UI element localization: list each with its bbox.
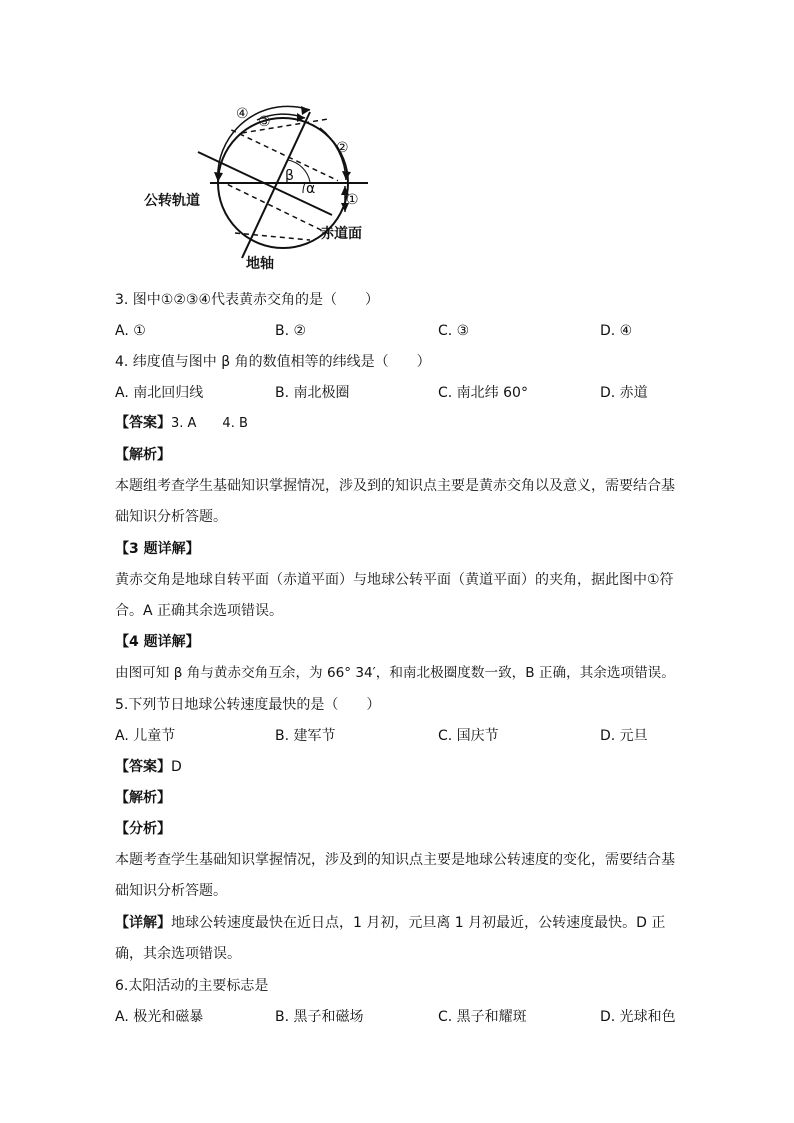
analysis-label: 【解析】	[115, 790, 171, 806]
q6-option-d: D. 光球和色	[600, 1009, 676, 1025]
q4-option-a: A. 南北回归线	[115, 385, 204, 401]
marker-4: ④	[236, 106, 249, 122]
alpha-arc	[303, 183, 305, 193]
orbit-label: 公转轨道	[144, 193, 200, 209]
q5-option-c: C. 国庆节	[438, 728, 499, 744]
fenxi-paragraph: 本题考查学生基础知识掌握情况，涉及到的知识点主要是地球公转速度的变化，需要结合基础知识分析答题。	[115, 852, 675, 899]
answer-row-2	[115, 757, 182, 777]
q3-option-c: C. ③	[438, 323, 470, 339]
answer-label: 【答案】	[115, 415, 171, 431]
marker-2: ②	[336, 140, 349, 156]
detail-4-paragraph: 由图可知 β 角与黄赤交角互余，为 66° 34′，和南北极圈度数一致，B 正确，其余选项错误。	[115, 665, 675, 681]
q3-option-d: D. ④	[600, 323, 633, 339]
dashed-line	[226, 185, 334, 236]
fenxi-label: 【分析】	[115, 821, 171, 837]
q6-option-a: A. 极光和磁暴	[115, 1009, 204, 1025]
q3-option-a: A. ①	[115, 323, 146, 339]
detail-3-paragraph: 黄赤交角是地球自转平面（赤道平面）与地球公转平面（黄道平面）的夹角，据此图中①符合。A 正确其余选项错误。	[115, 572, 674, 619]
q4-stem: 4. 纬度值与图中 β 角的数值相等的纬线是（ ）	[115, 354, 431, 370]
earth-axis-line	[242, 112, 310, 258]
q4-option-c: C. 南北纬 60°	[438, 385, 528, 401]
axis-label: 地轴	[246, 256, 274, 272]
q4-option-b: B. 南北极圈	[275, 385, 350, 401]
analysis-label: 【解析】	[115, 447, 171, 463]
answer-row-1	[115, 413, 248, 434]
alpha-label: α	[306, 181, 316, 197]
detail-3-label: 【3 题详解】	[115, 541, 200, 557]
q6-option-b: B. 黑子和磁场	[275, 1009, 364, 1025]
marker-3: ③	[258, 114, 271, 130]
detail-4-label: 【4 题详解】	[115, 634, 200, 650]
q5-stem: 5.下列节日地球公转速度最快的是（ ）	[115, 697, 381, 713]
analysis-paragraph: 本题组考查学生基础知识掌握情况，涉及到的知识点主要是黄赤交角以及意义，需要结合基础知识分析答题。	[115, 478, 675, 525]
marker-1: ①	[346, 192, 359, 208]
q5-option-d: D. 元旦	[600, 728, 648, 744]
xiangjie-text: 地球公转速度最快在近日点，1 月初，元旦离 1 月初最近，公转速度最快。D 正确，其余选项错误。	[115, 915, 666, 962]
earth-orbit-diagram	[140, 100, 400, 275]
q6-stem: 6.太阳活动的主要标志是	[115, 978, 269, 994]
equator-label: 赤道面	[320, 226, 362, 242]
beta-label: β	[285, 168, 294, 184]
diagram-svg	[140, 100, 400, 275]
xiangjie-label: 【详解】	[115, 915, 171, 931]
q5-option-b: B. 建军节	[275, 728, 336, 744]
answer-label: 【答案】	[115, 759, 171, 775]
q3-stem: 3. 图中①②③④代表黄赤交角的是（ ）	[115, 292, 380, 308]
answer-text: 3. A 4. B	[171, 416, 248, 431]
q6-option-c: C. 黑子和耀斑	[438, 1009, 527, 1025]
xiangjie-paragraph	[115, 908, 685, 970]
q3-option-b: B. ②	[275, 323, 307, 339]
q4-option-d: D. 赤道	[600, 385, 648, 401]
q5-option-a: A. 儿童节	[115, 728, 176, 744]
answer-text: D	[171, 759, 182, 775]
